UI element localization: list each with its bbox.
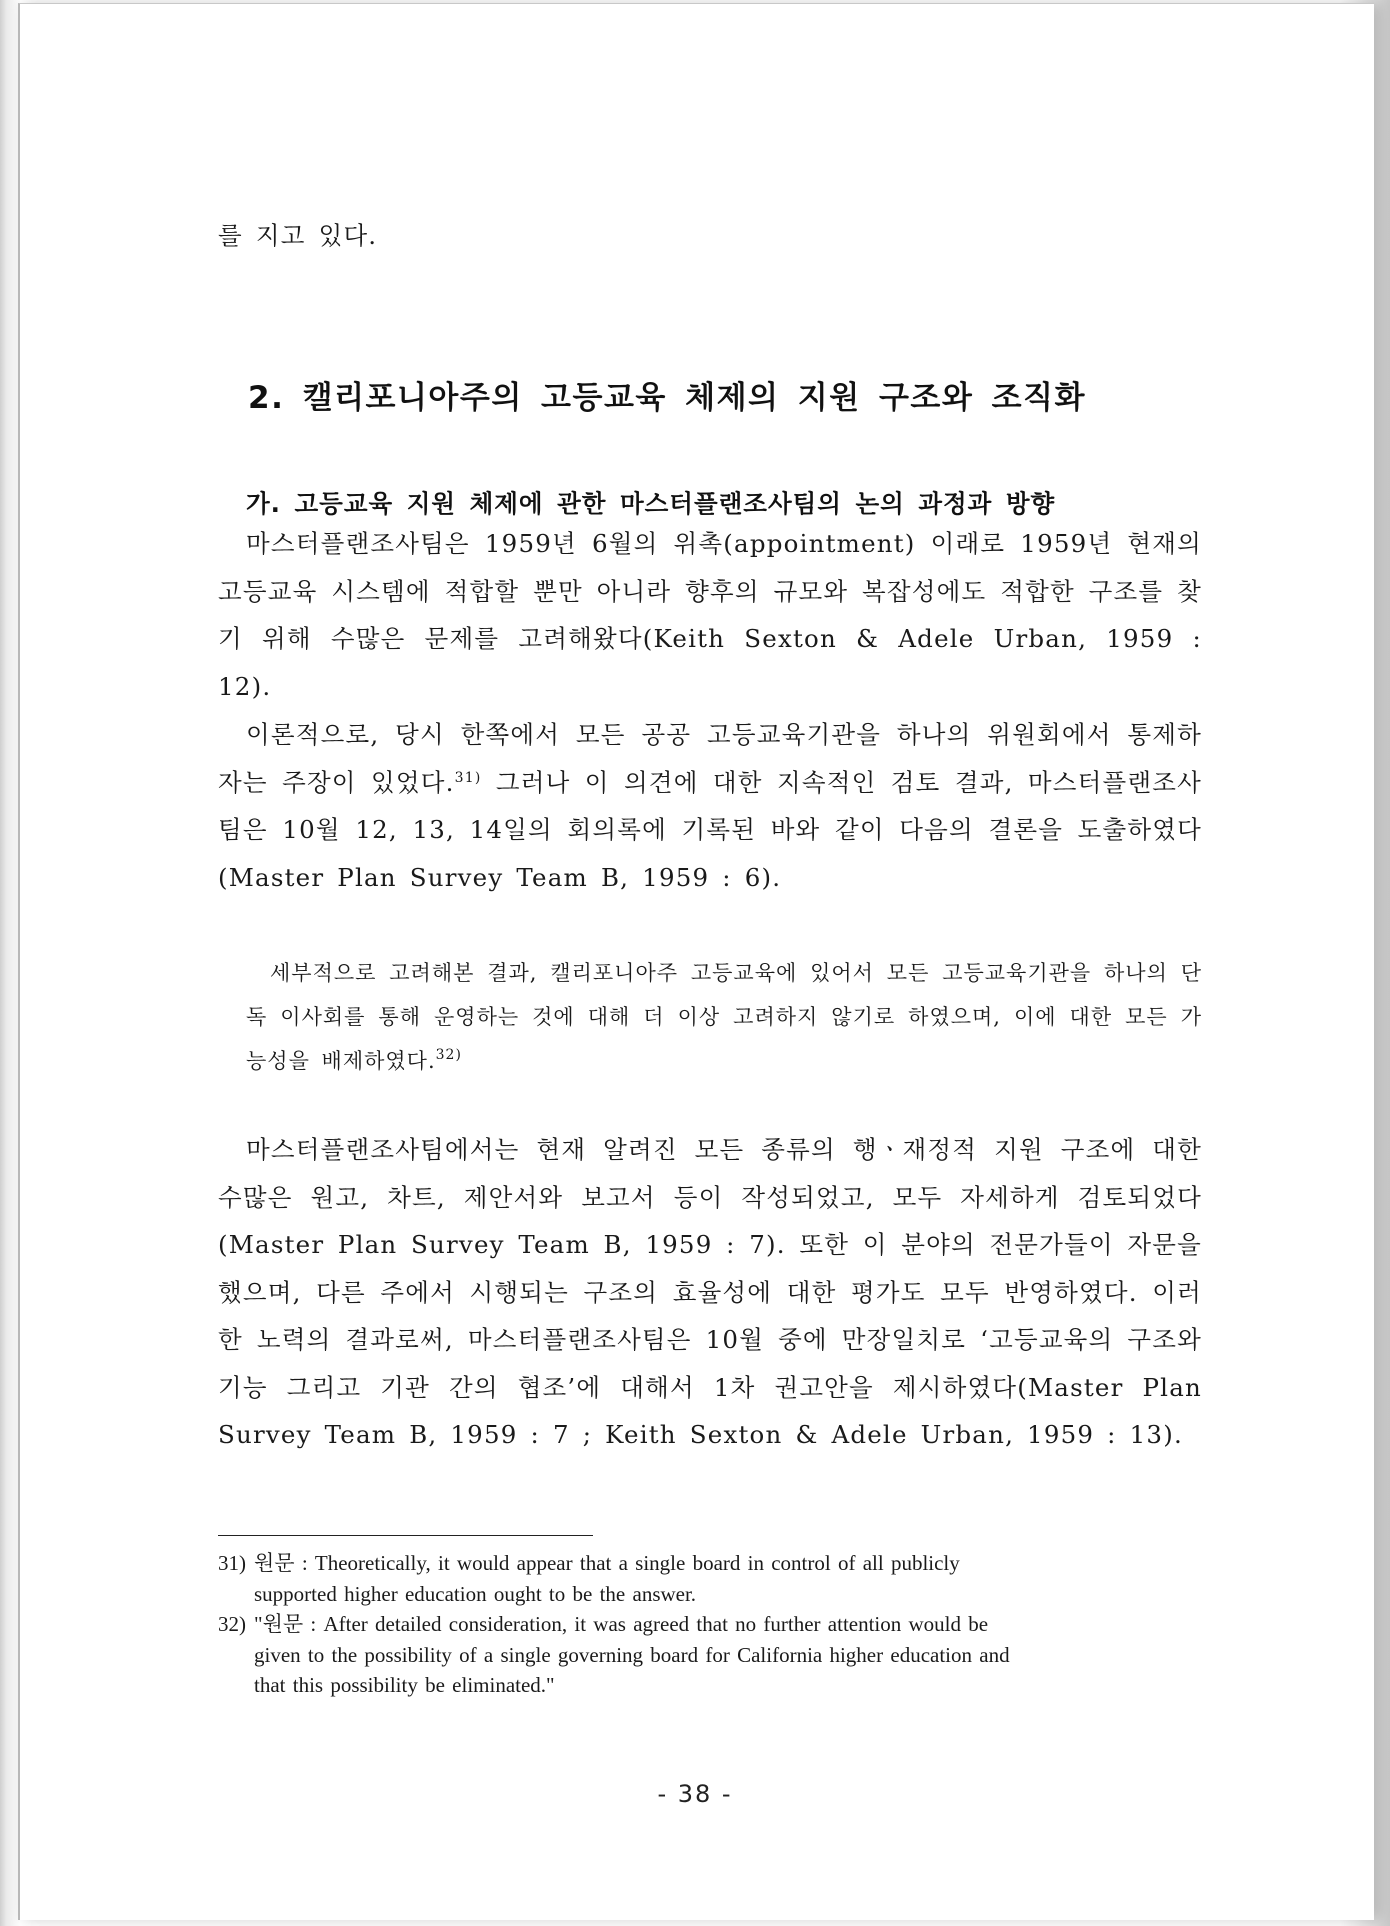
footnote-ref-32[interactable]: 32) bbox=[435, 1047, 462, 1063]
paragraph-2-part-2: 그러나 이 의견에 대한 지속적인 검토 결과, 마스터플랜조사팀은 10월 12, 13, 14일의 회의록에 기록된 바와 같이 다음의 결론을 도출하였다(Master Plan Survey Team B, 1959 : 6). bbox=[218, 767, 1202, 892]
footnote-31-line-1 bbox=[218, 1548, 1202, 1579]
footnote-32-text-2: given to the possibility of a single governing board for California higher education and bbox=[254, 1642, 1010, 1667]
footnote-32-line-1 bbox=[218, 1609, 1202, 1640]
footnote-32 bbox=[218, 1609, 1202, 1701]
footnote-31-text-2: supported higher education ought to be the answer. bbox=[254, 1581, 697, 1606]
footnote-32-number: 32) bbox=[218, 1612, 246, 1636]
section-heading: 2. 캘리포니아주의 고등교육 체제의 지원 구조와 조직화 bbox=[248, 380, 1086, 416]
paragraph-2 bbox=[218, 711, 1202, 901]
footnote-31-text-1: 원문 : Theoretically, it would appear that a single board in control of all publicly bbox=[254, 1551, 960, 1575]
footnote-32-text-1: "원문 : After detailed consideration, it was agreed that no further attention would be bbox=[254, 1612, 989, 1636]
footnote-31-number: 31) bbox=[218, 1551, 246, 1575]
footnote-ref-31[interactable]: 31) bbox=[454, 769, 482, 786]
footnote-31 bbox=[218, 1548, 1202, 1609]
footnote-separator bbox=[218, 1535, 593, 1536]
paragraph-3: 마스터플랜조사팀에서는 현재 알려진 모든 종류의 행ㆍ재정적 지원 구조에 대한 수많은 원고, 차트, 제안서와 보고서 등이 작성되었고, 모두 자세하게 검토되었다(Master Plan Survey Team B, 1959 : 7). 또한 이 분야의 전문가들이 자문을 했으며, 다른 주에서 시행되는 구조의 효율성에 대한 평가도 모두 반영하였다. 이러한 노력의 결과로써, 마스터플랜조사팀은 10월 중에 만장일치로 ‘고등교육의 구조와 기능 그리고 기관 간의 협조’에 대해서 1차 권고안을 제시하였다(Master Plan Survey Team B, 1959 : 7 ; Keith Sexton & Adele Urban, 1959 : 13). bbox=[218, 1135, 1202, 1449]
page-number: - 38 - bbox=[657, 1780, 733, 1808]
subsection-heading: 가. 고등교육 지원 체제에 관한 마스터플랜조사팀의 논의 과정과 방향 bbox=[246, 489, 1056, 518]
block-quote bbox=[246, 951, 1202, 1083]
paragraph-2-part-1: 이론적으로, 당시 한쪽에서 모든 공공 고등교육기관을 하나의 위원회에서 통제하자는 주장이 있었다. bbox=[218, 720, 1202, 797]
intro-line: 를 지고 있다. bbox=[218, 221, 378, 250]
footnote-32-text-3: that this possibility be eliminated." bbox=[254, 1673, 555, 1697]
paragraph-1: 마스터플랜조사팀은 1959년 6월의 위촉(appointment) 이래로 1959년 현재의 고등교육 시스템에 적합할 뿐만 아니라 향후의 규모와 복잡성에도 적합한 구조를 찾기 위해 수많은 문제를 고려해왔다(Keith Sexton & Adele Urban, 1959 : 12). bbox=[218, 529, 1202, 701]
block-quote-text: 세부적으로 고려해본 결과, 캘리포니아주 고등교육에 있어서 모든 고등교육기관을 하나의 단독 이사회를 통해 운영하는 것에 대해 더 이상 고려하지 않기로 하였으며, 이에 대한 모든 가능성을 배제하였다. bbox=[246, 961, 1202, 1073]
